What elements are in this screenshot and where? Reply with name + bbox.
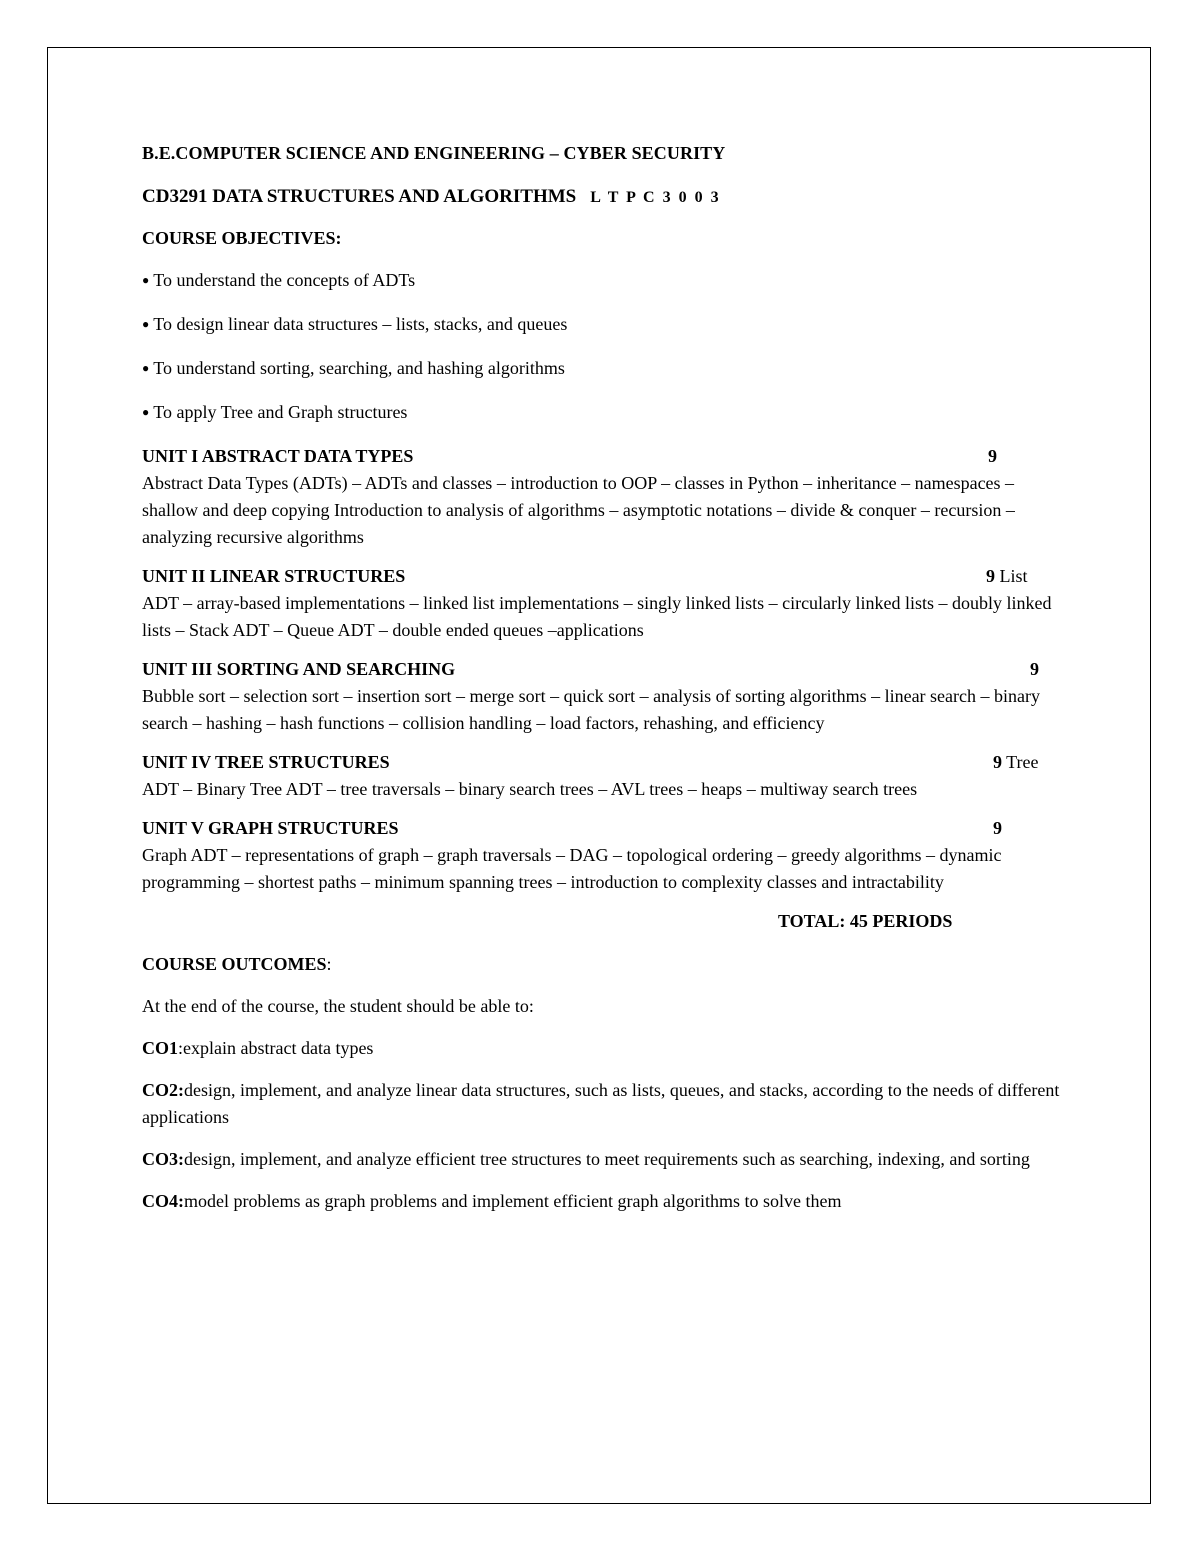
unit-hours	[986, 563, 1028, 590]
objective-text: To understand sorting, searching, and hashing algorithms	[153, 358, 565, 378]
unit-2	[142, 563, 1062, 644]
outcome-text: design, implement, and analyze efficient tree structures to meet requirements such as searching, indexing, and sorting	[184, 1149, 1030, 1169]
unit-3	[142, 656, 1062, 737]
objectives-list	[142, 267, 1062, 428]
bullet-icon: ●	[142, 405, 150, 419]
unit-header	[142, 443, 1062, 470]
unit-title: UNIT II LINEAR STRUCTURES	[142, 566, 406, 586]
unit-hours-value: 9	[1030, 659, 1039, 679]
unit-title: UNIT III SORTING AND SEARCHING	[142, 659, 456, 679]
outcome-colon: :	[178, 1038, 184, 1058]
outcomes-heading-line	[142, 951, 1062, 978]
unit-body: Graph ADT – representations of graph – graph traversals – DAG – topological ordering – greedy algorithms – dynamic programming – shortest paths – minimum spanning trees – introduction to complexity classes and intractability	[142, 845, 1002, 892]
bullet-icon: ●	[142, 361, 150, 375]
unit-title: UNIT IV TREE STRUCTURES	[142, 752, 390, 772]
unit-body: ADT – array-based implementations – linked list implementations – singly linked lists – circularly linked lists – doubly linked lists – Stack ADT – Queue ADT – double ended queues –applications	[142, 593, 1052, 640]
ltpc-credits: L T P C 3 0 0 3	[590, 189, 721, 206]
unit-hours	[988, 443, 997, 470]
outcome-item	[142, 1035, 1062, 1062]
outcome-label: CO2:	[142, 1080, 184, 1100]
unit-header	[142, 749, 1062, 776]
objective-item	[142, 311, 1062, 340]
unit-header	[142, 563, 1062, 590]
outcomes-heading-colon: :	[326, 954, 332, 974]
objective-text: To understand the concepts of ADTs	[153, 270, 416, 290]
outcome-text: model problems as graph problems and implement efficient graph algorithms to solve them	[184, 1191, 842, 1211]
unit-1	[142, 443, 1062, 551]
unit-header	[142, 656, 1062, 683]
unit-body: Abstract Data Types (ADTs) – ADTs and classes – introduction to OOP – classes in Python – inheritance – namespaces – shallow and deep copying Introduction to analysis of algorithms – asymptotic notations – divide & conquer – recursion – analyzing recursive algorithms	[142, 473, 1015, 547]
outcome-label: CO3:	[142, 1149, 184, 1169]
bullet-icon: ●	[142, 273, 150, 287]
outcomes-heading: COURSE OUTCOMES	[142, 954, 327, 974]
objective-item	[142, 399, 1062, 428]
unit-hours-suffix: List	[995, 566, 1028, 586]
unit-hours-value: 9	[988, 446, 997, 466]
unit-hours-value: 9	[993, 752, 1002, 772]
unit-4	[142, 749, 1062, 803]
unit-hours	[993, 815, 1002, 842]
program-title: B.E.COMPUTER SCIENCE AND ENGINEERING – CYBER SECURITY	[142, 143, 726, 163]
outcome-text: design, implement, and analyze linear data structures, such as lists, queues, and stacks, according to the needs of different applications	[142, 1080, 1060, 1127]
unit-hours-value: 9	[986, 566, 995, 586]
course-title: CD3291 DATA STRUCTURES AND ALGORITHMS	[142, 186, 577, 207]
total-periods: TOTAL: 45 PERIODS	[778, 911, 953, 931]
bullet-icon: ●	[142, 317, 150, 331]
unit-hours	[1030, 656, 1039, 683]
outcome-item	[142, 1188, 1062, 1215]
objective-text: To apply Tree and Graph structures	[153, 402, 408, 422]
outcome-item	[142, 1077, 1062, 1131]
outcomes-intro: At the end of the course, the student should be able to:	[142, 996, 534, 1016]
outcome-label: CO1	[142, 1038, 178, 1058]
outcome-text: explain abstract data types	[183, 1038, 374, 1058]
unit-title: UNIT I ABSTRACT DATA TYPES	[142, 446, 414, 466]
unit-5	[142, 815, 1062, 896]
unit-body: ADT – Binary Tree ADT – tree traversals – binary search trees – AVL trees – heaps – multiway search trees	[142, 779, 918, 799]
objectives-heading: COURSE OBJECTIVES:	[142, 228, 342, 248]
unit-header	[142, 815, 1062, 842]
objective-text: To design linear data structures – lists, stacks, and queues	[153, 314, 568, 334]
unit-hours-suffix: Tree	[1002, 752, 1039, 772]
outcome-label: CO4:	[142, 1191, 184, 1211]
document-body	[142, 140, 1062, 1230]
unit-hours	[993, 749, 1039, 776]
unit-body: Bubble sort – selection sort – insertion sort – merge sort – quick sort – analysis of sorting algorithms – linear search – binary search – hashing – hash functions – collision handling – load factors, rehashing, and efficiency	[142, 686, 1041, 733]
unit-title: UNIT V GRAPH STRUCTURES	[142, 818, 399, 838]
objective-item	[142, 267, 1062, 296]
outcome-item	[142, 1146, 1062, 1173]
objective-item	[142, 355, 1062, 384]
unit-hours-value: 9	[993, 818, 1002, 838]
course-title-line	[142, 183, 1062, 211]
